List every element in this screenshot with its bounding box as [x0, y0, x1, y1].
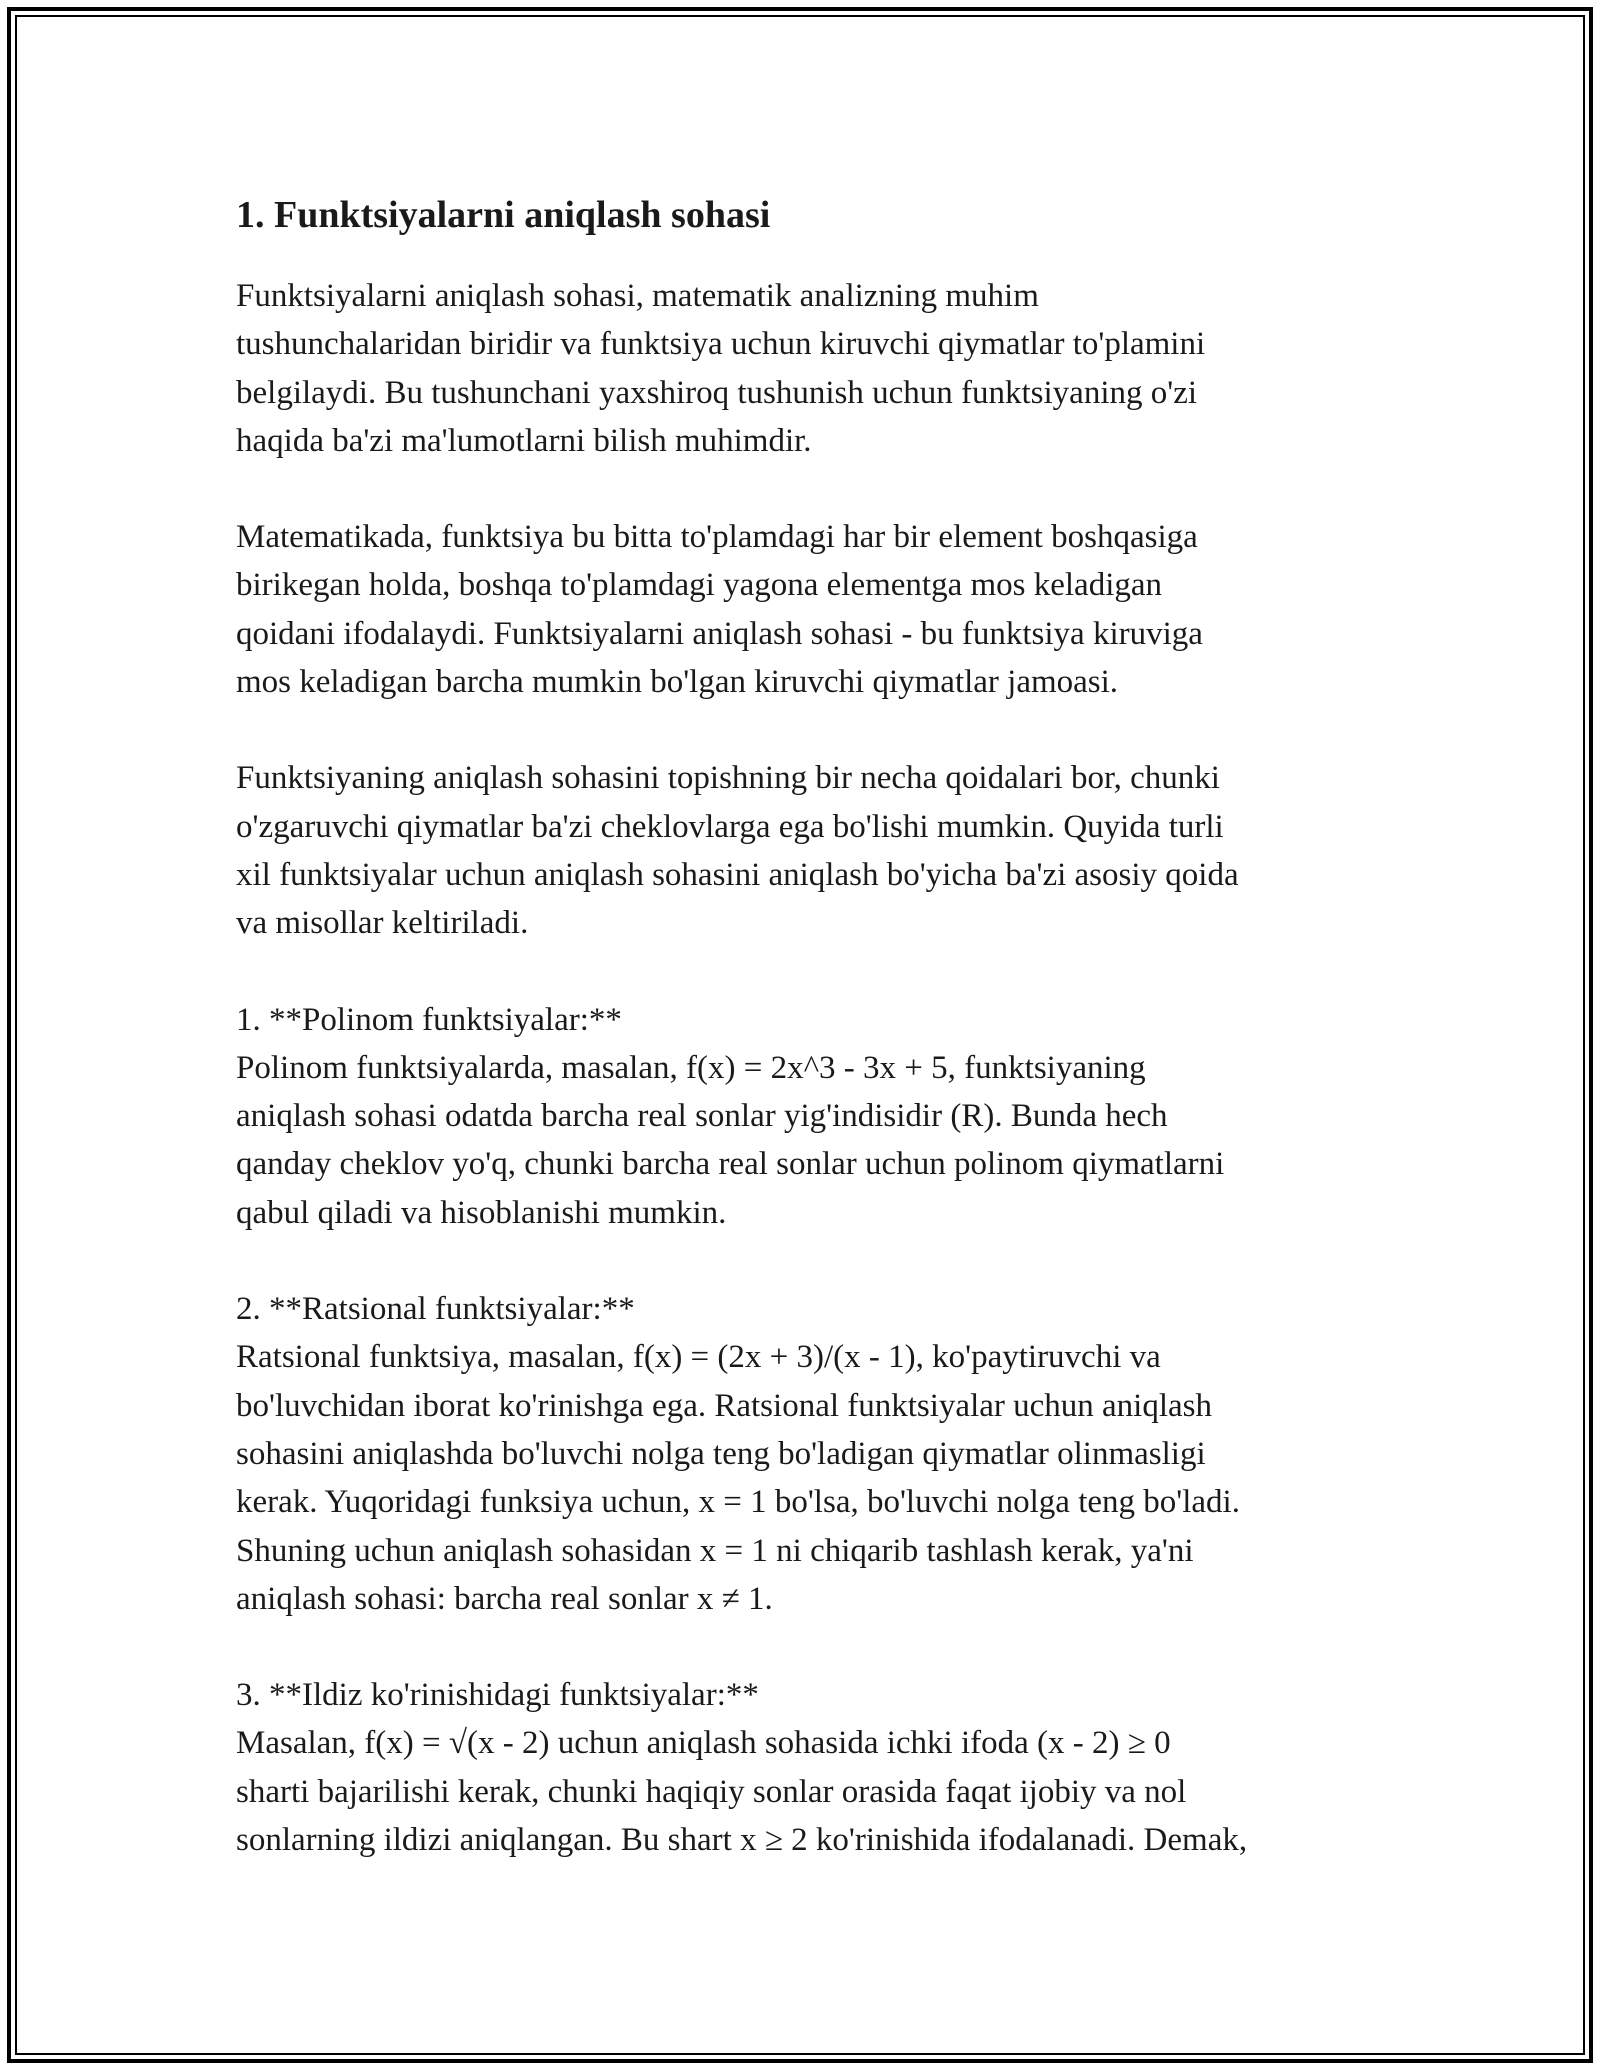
section-heading: 1. Funktsiyalarni aniqlash sohasi	[236, 194, 771, 236]
paragraph-definition: Matematikada, funktsiya bu bitta to'plamdagi har bir element boshqasiga birikegan holda, boshqa to'plamdagi yagona elementga mos keladigan qoidani ifodalaydi. Funktsiyalarni aniqlash sohasi - bu funktsiya kiruviga mos keladigan barcha mumkin bo'lgan kiruvchi qiymatlar jamoasi.	[236, 519, 1203, 701]
paragraph-intro: Funktsiyalarni aniqlash sohasi, matematik analizning muhim tushunchalaridan biridir va funktsiya uchun kiruvchi qiymatlar to'plamini belgilaydi. Bu tushunchani yaxshiroq tushunish uchun funktsiyaning o'zi haqida ba'zi ma'lumotlarni bilish muhimdir.	[236, 278, 1206, 459]
paragraph-root: 3. **Ildiz ko'rinishidagi funktsiyalar:** Masalan, f(x) = √(x - 2) uchun aniqlash sohasida ichki ifoda (x - 2) ≥ 0 sharti bajarilishi kerak, chunki haqiqiy sonlar orasida faqat ijobiy va nol sonlarning ildizi aniqlangan. Bu shart x ≥ 2 ko'rinishida ifodalanadi. Demak,	[236, 1677, 1248, 1859]
document-body	[236, 190, 1386, 1912]
paragraph-polynomial: 1. **Polinom funktsiyalar:** Polinom funktsiyalarda, masalan, f(x) = 2x^3 - 3x + 5, funktsiyaning aniqlash sohasi odatda barcha real sonlar yig'indisidir (R). Bunda hech qanday cheklov yo'q, chunki barcha real sonlar uchun polinom qiymatlarni qabul qiladi va hisoblanishi mumkin.	[236, 1001, 1225, 1231]
paragraph-rules: Funktsiyaning aniqlash sohasini topishning bir necha qoidalari bor, chunki o'zgaruvchi qiymatlar ba'zi cheklovlarga ega bo'lishi mumkin. Quyida turli xil funktsiyalar uchun aniqlash sohasini aniqlash bo'yicha ba'zi asosiy qoida va misollar keltiriladi.	[236, 760, 1239, 942]
paragraph-rational: 2. **Ratsional funktsiyalar:** Ratsional funktsiya, masalan, f(x) = (2x + 3)/(x - 1), ko'paytiruvchi va bo'luvchidan iborat ko'rinishga ega. Ratsional funktsiyalar uchun aniqlash sohasini aniqlashda bo'luvchi nolga teng bo'ladigan qiymatlar olinmasligi kerak. Yuqoridagi funksiya uchun, x = 1 bo'lsa, bo'luvchi nolga teng bo'ladi. Shuning uchun aniqlash sohasidan x = 1 ni chiqarib tashlash kerak, ya'ni aniqlash sohasi: barcha real sonlar x ≠ 1.	[236, 1291, 1240, 1617]
